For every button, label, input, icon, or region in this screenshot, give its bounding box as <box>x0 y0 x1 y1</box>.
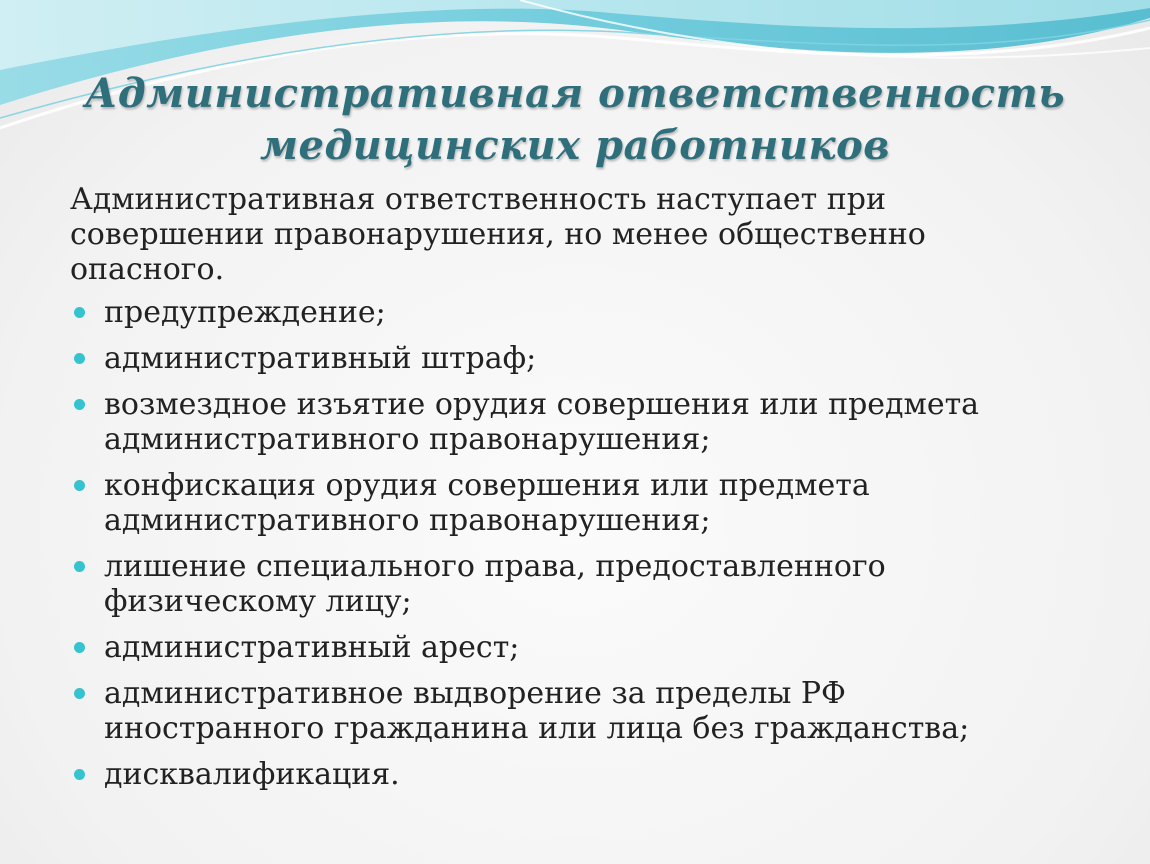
list-item <box>70 468 1064 538</box>
list-item-text: конфискация орудия совершения или предмета административного правонарушения; <box>104 468 870 538</box>
bullet-icon <box>74 561 85 572</box>
bullet-icon <box>74 480 85 491</box>
list-item-text: лишение специального права, предоставленного физическому лицу; <box>104 549 886 619</box>
list-item <box>70 341 1064 376</box>
bullet-icon <box>74 307 85 318</box>
slide-body <box>70 182 1130 803</box>
list-item-text: дисквалификация. <box>104 757 400 792</box>
list-item <box>70 295 1064 330</box>
bullet-icon <box>74 642 85 653</box>
list-item-text: административный арест; <box>104 630 520 665</box>
list-item <box>70 549 1064 619</box>
bullet-icon <box>74 399 85 410</box>
list-item <box>70 387 1064 457</box>
list-item <box>70 630 1064 665</box>
slide-title-line-2: медицинских работников <box>259 122 891 169</box>
list-item-text: административный штраф; <box>104 341 537 376</box>
penalty-list <box>70 295 1130 792</box>
bullet-icon <box>74 688 85 699</box>
list-item-text: административное выдворение за пределы РФ иностранного гражданина или лица без гражданства; <box>104 676 970 746</box>
list-item <box>70 757 1064 792</box>
intro-paragraph: Административная ответственность наступает при совершении правонарушения, но менее общественно опасного. <box>70 182 926 287</box>
bullet-icon <box>74 769 85 780</box>
list-item <box>70 676 1064 746</box>
list-item-text: предупреждение; <box>104 295 386 330</box>
bullet-icon <box>74 353 85 364</box>
list-item-text: возмездное изъятие орудия совершения или предмета административного правонарушения; <box>104 387 980 457</box>
slide-title-line-1: Административная ответственность <box>84 70 1066 117</box>
